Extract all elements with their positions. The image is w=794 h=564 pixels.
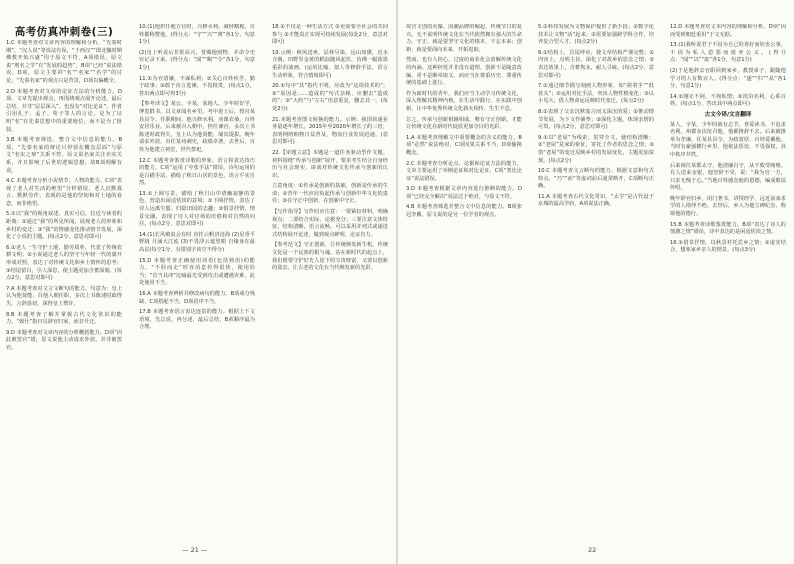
answer-paragraph: (2)于是他辞去官职回到家乡，教授弟子，跟随他学习的人有数百人。(得分点：“遂”“归”“从”各1分，句意1分)	[670, 67, 786, 90]
answer-paragraph: 4.B 本题考查筛选并整合文中信息的能力。B项张冠李戴，原文说的是另一位学者的观点。	[406, 204, 522, 219]
answer-paragraph: 9.①以“老屋”为线索，贯穿全文，使结构清晰；②“老屋”是家的象征，寄托了作者的思念之情；③借“老屋”的变迁反映乡村的发展变化，主题更加深刻。(每点2分)	[538, 134, 654, 164]
answer-paragraph: 8.①表现了父亲沉默寡言而又深沉的爱；②推动情节发展，为下文作铺垫；③深化主题，体现亲情的可贵。(每点2分，意思对即可)	[538, 108, 654, 131]
answer-paragraph: 20.①句中“其”指代不明，应改为“这项技术的”；②“原因是……造成的”句式杂糅，应删去“造成的”；③“大约”与“左右”语意重复，删去其一。(每处2分)	[272, 83, 388, 112]
answer-paragraph: 故宫文创的火爆、国潮品牌的崛起、传统节日的复兴，无不说明传统文化在当代依然拥有强大的生命力。守正，就是要坚守文化的根本，不忘本来；创新，就是要面向未来，开拓进取。	[406, 24, 522, 53]
left-column-3	[272, 24, 388, 536]
answer-paragraph: 10.(1)他担任地方官时，兴修水利，减轻赋税，百姓都称赞他。(得分点：“守”“兴”“薄”各1分，句意1分)	[139, 24, 255, 46]
answer-paragraph: 9.D 本题考查对文章内容的分析概括能力。D项“因此被罢官”错，原文说他主动请求外放，并非被罢官。	[6, 329, 122, 351]
answer-paragraph: 17.B 本题考查语言表达连贯的能力。根据上下文语境，先总说，再分述，最后总结，B项顺序最为合理。	[139, 309, 255, 331]
right-page	[398, 0, 794, 564]
answer-paragraph: 后来调任某郡太守，他清廉自守，从不收受贿赂。有人送来金银，他坚辞不受，说：“我为官一方，只求无愧于心。”当地百姓感念他的恩德，编成歌谣传唱。	[670, 162, 786, 192]
answer-paragraph: 2.C 本题考查分析论点、论据和论证方法的能力。文章主要运用了举例论证和对比论证，C项“类比论证”说法错误。	[406, 160, 522, 182]
answer-paragraph: 7.A 本题考查对文言文断句的能力。句意为：皇上认为他贤能，召他入朝任职，多次上书陈述时政得失，言辞恳切，深得皇上赞许。	[6, 285, 122, 307]
right-column-2	[538, 24, 654, 536]
answer-paragraph: 21.本题考查图文转换的能力。示例：我国快递业务量逐年增长，2015年至2020年增长了约三倍，表明网络购物日益普及，物流行业发展迅速。(意思对即可)	[272, 116, 388, 146]
answer-paragraph: 2.D 本题考查对文章的论证方法的分析能力。D项，文章先提出观点，再围绕观点展开论述，最后总结，并非“层层深入”，也没有“对比论证”。作者引用孔子、孟子、荀子等人的言论，是为了证明“名”在先秦思想中的重要地位，而不是为了批驳。	[6, 88, 122, 133]
answer-paragraph: 14.(1)长风破浪会有时 直挂云帆济沧海 (2)星垂平野阔 月涌大江流 (3)不畏浮云遮望眼 自缘身在最高层(每空1分，有错别字该空不得分)	[139, 231, 255, 254]
answer-paragraph: 3.B 本题考查筛选、整合文中信息的能力。B项，“先秦名家的辩论只停留在概念层面”与原文“名实之辩”关系不符，原文说名家关注名实关系，并且影响了后世的逻辑思想，故B项理解有误。	[6, 137, 122, 174]
answer-paragraph: 立意角度：①传承是创新的基础，创新是传承的生命；②青年一代应肩负起传承与创新中华文化的责任；③在守正中创新，在创新中守正。	[272, 183, 388, 205]
answer-paragraph: 12.C 本题考查鉴赏诗歌的形象、语言和表达技巧的能力。C项“运用了夸张手法”错误，诗句运用的是白描手法，描绘了秋日山居的景色，语言平实自然。	[139, 157, 255, 187]
answer-paragraph: (2)皇上听说后非常高兴，赏赐他财物，并命令史官记录下来。(得分点：“闻”“赐”“令”各1分，句意1分)	[139, 49, 255, 71]
answer-paragraph: 16.①借景抒情，以秋景衬托思乡之情；②虚实结合，想象家乡亲人的情景。(每点3分)	[670, 239, 786, 254]
answer-paragraph: 【写作指导】写作时应注意：一要紧扣材料，明确观点；二要结合实际，论据充分；三要注意文体特征，结构清晰，语言流畅。可以采用并列式或递进式结构展开论述，做到观点鲜明、论证有力。	[272, 209, 388, 238]
answer-paragraph: 14.①刚正不阿，不徇私情；②淡泊名利，心系百姓。(每点1分，答出其中两点即可)	[670, 93, 786, 108]
answer-paragraph: 【参考译文】某公，字某，某地人。少年时好学，博览群书，以文章闻名乡里。考中进士后，授官某县县令。任职期间，他兴修水利，劝课农桑，百姓安居乐业。后来被召入朝中，担任谏官，多次上书陈述时政得失，皇上认为他贤能，屡次提拔。晚年请求外放，出任某州刺史，政绩卓著。去世后，百姓为他建立祠堂，世代祭祀。	[139, 101, 255, 153]
left-page	[0, 0, 396, 564]
answer-paragraph: 15.D 本题考查正确使用词语(包括熟语)的能力。“不胫而走”形容消息传得很快，使用恰当；“首当其冲”比喻最先受到攻击或遭遇灾难，此处使用不当。	[139, 257, 255, 287]
answer-paragraph: 8.B 本题考查了解并掌握古代文化常识的能力。“致仕”指官员辞官归家，而非升迁。	[6, 311, 122, 326]
answer-paragraph: 13.(1)我听说君子不因为自己的喜好而妨害公事，不因为私人恩怨而废弃公义。(得分点：“闻”“以”“废”各1分，句意1分)	[670, 42, 786, 64]
left-column-1	[6, 40, 122, 536]
answer-paragraph: 3.D 本题考查根据文章内容进行推断的能力。D项“已经完全解决”说法过于绝对，与原文不符。	[406, 186, 522, 200]
section-heading: 古文今译/文言翻译	[704, 111, 752, 118]
right-column-1	[406, 24, 522, 536]
answer-paragraph: 13.①上阕写景，描绘了秋日山中清幽寂静的景色，营造出闲适恬淡的意境；②下阕抒情，表达了诗人远离尘嚣、归隐田园的志趣；③借景抒情，情景交融，表现了诗人对官场的厌倦和对自然的向往。(每点2分，意思对即可)	[139, 190, 255, 228]
answer-paragraph: 7.①通过细节描写刻画人物形象，如“搓着手”“低着头”；②运用对比手法，突出人物性格变化；③以小见大，借人物命运反映时代变迁。(每点2分)	[538, 83, 654, 105]
answer-paragraph: 10.C 本题考查文言断句的能力。根据文意和句式特点，“乃”“而”等虚词前后通常断开，C项断句正确。	[538, 168, 654, 190]
answer-paragraph: 16.A 本题考查辨析并修改病句的能力。B项成分残缺，C项搭配不当，D项语序不当。	[139, 291, 255, 305]
answer-paragraph: 15.B 本题考查诗歌鉴赏能力。B项“表达了诗人的愤懑之情”错误，诗中表达的是闲适恬淡之情。	[670, 221, 786, 236]
page-number-right: 22	[588, 546, 597, 554]
answer-paragraph: 4.C 本题考查分析小说情节、人物的能力。C项“表现了老人对生活的绝望”分析错误，老人沉默寡言、默默劳作，表现的是他的坚韧和对土地的眷恋，而非绝望。	[6, 178, 122, 207]
answer-paragraph: 18.①不仅是一种生活方式 ②更需要全社会的共同参与 ③才能真正实现可持续发展(每处2分，意思对即可)	[272, 24, 388, 46]
answer-paragraph: 作为新时代的青年，我们应当主动学习传统文化，深入理解其精神内核，在生活中践行、在实践中创新，让中华优秀传统文化薪火相传、生生不息。	[406, 90, 522, 112]
answer-paragraph: 6.①老人一生守护土地，勤劳质朴，代表了传统农耕文明；②小说通过老人的坚守与年轻一代的离开形成对照，表达了对传统文化和乡土情怀的思考；③结尾留白，引人深思，使主题更加含蓄深刻。(每点2分，意思对即可)	[6, 244, 122, 282]
answer-paragraph: 5.①科技发展为文物保护提供了新手段；②数字化技术让文物“活”起来；③需要加强跨学科合作，培养复合型人才。(每点2分)	[538, 24, 654, 46]
right-column-3	[670, 24, 786, 536]
answer-paragraph: 某人，字某，少年时就有志节，喜爱读书，不追求名利。州郡多次征召他，他都推辞不去。后来被推举为孝廉，任某县县令，为政宽厚，百姓爱戴他。当时有豪强横行乡里，他依法惩处，不畏强权，县中秩序井然。	[670, 121, 786, 158]
answer-paragraph: 晚年辞官归乡，闭门著书，讲授经学，远近前来求学的人络绎不绝。去世后，乡人为他立碑纪念，称颂他的德行。	[670, 195, 786, 218]
answer-paragraph: 然而，也有人担心，过度的商业化会消解传统文化的内涵。这种担忧并非没有道理。创新不是随意改编，更不是断章取义，而应当在尊重历史、尊重传统的基础上进行。	[406, 57, 522, 87]
page-number-left: — 21 —	[182, 546, 208, 554]
page-title: 高考仿真冲刺卷(三)	[14, 26, 114, 38]
answer-paragraph: 12.D 本题考查对文本内容的理解和分析。D项“因而受到朝廷重用”于文无据。	[670, 24, 786, 38]
answer-paragraph: 6.①结构上，首尾呼应，使文章结构严谨完整；②内容上，点明主旨，深化了对故乡的思念之情；③表达效果上，含蓄隽永，耐人寻味。(每点2分，意思对即可)	[538, 49, 654, 79]
answer-paragraph: 1.C 本题考查对文章内容的理解和分析。“先秦时期”、“汉人说”等说法有误，“于西汉”“即北魏时期佛教开始兴盛”均于原文不符，A项错误。原文说“刑名之学”有“发展的趋势”，B项“已经”说法错误。D项，原文主要讲“名”“名家”“名学”的讨论，“先秦名家”的观点只是背景，D项以偏概全。	[6, 40, 122, 84]
answer-paragraph: 1.A 本题考查理解文中重要概念的含义的能力。B项“必然”说法绝对，C项因果关系不当，D项偷换概念。	[406, 134, 522, 156]
answer-paragraph: 11.A 本题考查古代文化常识。“太学”是古代设于京城的最高学府，A项说法正确。	[538, 193, 654, 208]
answer-paragraph: 11.①为官清廉，不谋私利；②关心百姓疾苦，勤于政事；③敢于直言进谏，不畏权贵。(每点1分，答出两点即可得3分)	[139, 75, 255, 97]
answer-paragraph: 【参考范文】守正创新，让传统焕发新生机。传统文化是一个民族的根与魂。站在新时代的起点上，我们既要守护好先人留下的宝贵财富，又要以创新的姿态，让古老的文化在当代焕发新的光彩。	[272, 242, 388, 272]
answer-paragraph: 5.①以“我”的视角叙述，真实可信，拉近与读者的距离；②通过“我”的所见所闻，展现老人的形象和乡村的变迁；③“我”的情感变化推动情节发展，深化了小说的主题。(每点2分，意思对即可)	[6, 211, 122, 241]
answer-paragraph: 19.示例：秋风送爽，层林尽染，远山如黛，近水含烟，田野里金黄的稻浪随风起伏，仿佛一幅浓墨重彩的油画。(运用比喻、拟人等修辞手法，语言生动形象，符合情境即可)	[272, 49, 388, 79]
left-column-2	[139, 24, 255, 536]
answer-paragraph: 22.【审题立意】本题是一道任务驱动型作文题。材料围绕“传承与创新”展开，要求考生结合自身经历与社会现实，谈谈对传统文化传承与创新的认识。	[272, 149, 388, 179]
answer-paragraph: 总之，传承与创新相辅相成。唯有守正创新，才能让传统文化在新时代绽放更加夺目的光彩。	[406, 116, 522, 131]
